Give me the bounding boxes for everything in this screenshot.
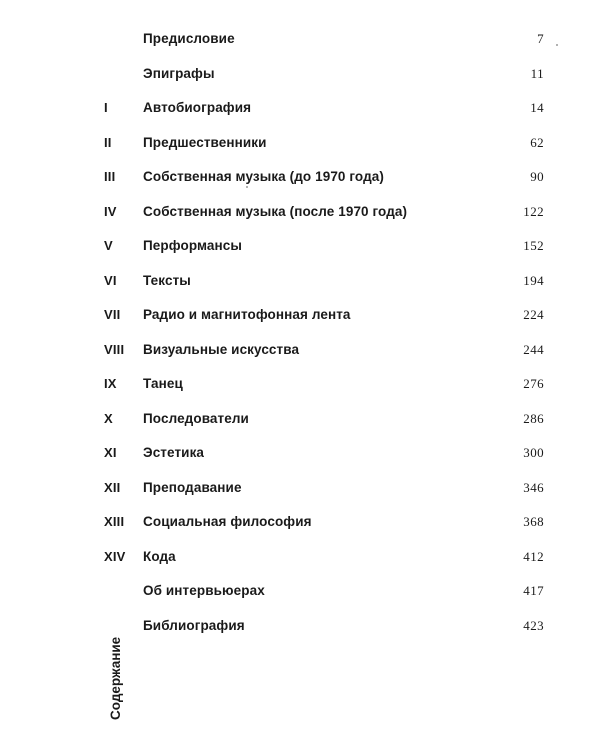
chapter-title: Тексты (143, 272, 191, 288)
chapter-number: VI (104, 272, 117, 288)
toc-entry-9[interactable] (0, 367, 600, 402)
chapter-title: Эстетика (143, 445, 205, 460)
chapter-number: VIII (104, 341, 125, 357)
chapter-title: Преподавание (143, 479, 242, 495)
chapter-title: Об интервьюерах (143, 583, 265, 598)
toc-entry-4[interactable] (0, 195, 600, 230)
chapter-number: V (104, 238, 113, 253)
table-of-contents (0, 22, 600, 643)
chapter-title: Кода (143, 548, 176, 564)
chapter-number: XIV (104, 548, 126, 564)
page-number: 122 (523, 203, 544, 219)
toc-entry-11[interactable] (0, 436, 600, 471)
page-number: 276 (523, 376, 544, 391)
toc-entry-interviewers[interactable] (0, 574, 600, 609)
chapter-number: XIII (104, 514, 125, 529)
chapter-title: Социальная философия (143, 514, 312, 529)
chapter-title: Собственная музыка (после 1970 года) (143, 203, 408, 219)
page-number: 286 (523, 410, 544, 426)
page-number: 300 (523, 445, 544, 460)
toc-entry-epigraphs[interactable] (0, 57, 600, 92)
chapter-number: XII (104, 479, 121, 495)
toc-entry-7[interactable] (0, 298, 600, 333)
toc-entry-3[interactable] (0, 160, 600, 195)
chapter-number: IX (104, 376, 117, 391)
page-number: 346 (523, 479, 544, 495)
chapter-number: III (104, 169, 116, 184)
page-number: 194 (523, 272, 544, 288)
toc-entry-5[interactable] (0, 229, 600, 264)
page-number: 152 (523, 238, 544, 253)
chapter-number: XI (104, 445, 117, 460)
scan-speck (556, 44, 558, 46)
toc-entry-2[interactable] (0, 126, 600, 161)
toc-entry-bibliography[interactable] (0, 609, 600, 644)
chapter-title: Радио и магнитофонная лента (143, 307, 351, 322)
chapter-number: II (104, 134, 112, 150)
chapter-title: Автобиография (143, 100, 252, 115)
contents-side-label: Содержание (108, 636, 123, 720)
chapter-number: VII (104, 307, 121, 322)
chapter-title: Предисловие (143, 31, 235, 46)
page-number: 7 (537, 31, 544, 46)
page-number: 90 (530, 169, 544, 184)
chapter-title: Визуальные искусства (143, 341, 300, 357)
chapter-number: IV (104, 203, 117, 219)
toc-entry-8[interactable] (0, 333, 600, 368)
page-number: 244 (523, 341, 544, 357)
toc-entry-10[interactable] (0, 402, 600, 437)
chapter-title: Эпиграфы (143, 65, 215, 81)
chapter-title: Библиография (143, 617, 245, 633)
chapter-title: Танец (143, 376, 183, 391)
toc-entry-6[interactable] (0, 264, 600, 299)
page-number: 412 (523, 548, 544, 564)
page-number: 417 (523, 583, 544, 598)
page-number: 368 (523, 514, 544, 529)
chapter-title: Предшественники (143, 134, 267, 150)
toc-entry-13[interactable] (0, 505, 600, 540)
page-number: 62 (530, 134, 544, 150)
toc-entry-12[interactable] (0, 471, 600, 506)
toc-entry-1[interactable] (0, 91, 600, 126)
chapter-number: X (104, 410, 113, 426)
page-number: 423 (523, 617, 544, 633)
page-number: 224 (523, 307, 544, 322)
toc-entry-14[interactable] (0, 540, 600, 575)
toc-entry-preface[interactable] (0, 22, 600, 57)
chapter-title: Последователи (143, 410, 249, 426)
page-number: 14 (530, 100, 544, 115)
scan-speck (246, 186, 248, 188)
chapter-number: I (104, 100, 108, 115)
chapter-title: Перформансы (143, 238, 243, 253)
chapter-title: Собственная музыка (до 1970 года) (143, 169, 384, 184)
page-number: 11 (530, 65, 544, 81)
